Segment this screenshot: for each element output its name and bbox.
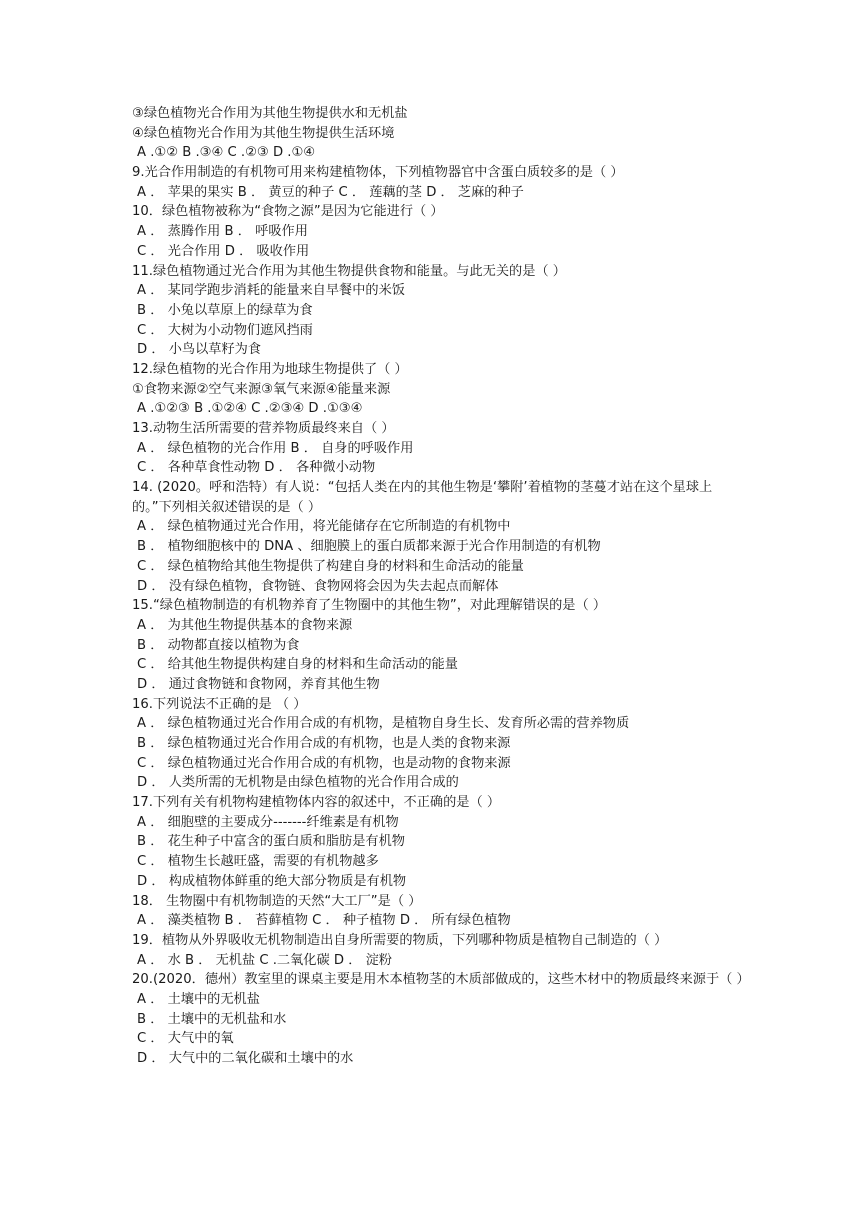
answer-option: C ． 大树为小动物们遮风挡雨 <box>137 322 313 338</box>
question-15: 15.“绿色植物制造的有机物养育了生物圈中的其他生物”，对此理解错误的是（ ） <box>132 598 607 614</box>
question-19: 19．植物从外界吸收无机物制造出自身所需要的物质，下列哪种物质是植物自己制造的（ ） <box>132 932 668 948</box>
answer-option: B ． 绿色植物通过光合作用合成的有机物，也是人类的食物来源 <box>137 736 511 752</box>
statement-line: ③绿色植物光合作用为其他生物提供水和无机盐 <box>132 106 408 121</box>
answer-option: B ． 动物都直接以植物为食 <box>137 637 300 653</box>
answer-option: D ． 没有绿色植物，食物链、食物网将会因为失去起点而解体 <box>137 578 499 594</box>
answer-option: B ． 花生种子中富含的蛋白质和脂肪是有机物 <box>137 834 405 850</box>
question-20: 20.(2020．德州）教室里的课桌主要是用木本植物茎的木质部做成的，这些木材中的物质最终来源于（ ） <box>132 972 750 988</box>
question-12: 12.绿色植物的光合作用为地球生物提供了（ ） <box>132 361 408 377</box>
question-11: 11.绿色植物通过光合作用为其他生物提供食物和能量。与此无关的是（ ） <box>132 263 566 279</box>
answer-option: D ． 通过食物链和食物网，养育其他生物 <box>137 676 380 692</box>
answer-option: C ． 给其他生物提供构建自身的材料和生命活动的能量 <box>137 657 458 673</box>
answer-options: A ． 苹果的果实 B ． 黄豆的种子 C ． 莲藕的茎 D ． 芝麻的种子 <box>137 184 524 200</box>
answer-option: B ． 植物细胞核中的 DNA 、细胞膜上的蛋白质都来源于光合作用制造的有机物 <box>137 539 601 555</box>
answer-options: C ． 各种草食性动物 D ． 各种微小动物 <box>137 460 376 476</box>
answer-option: B ． 土壤中的无机盐和水 <box>137 1011 287 1027</box>
answer-option: D ． 小鸟以草籽为食 <box>137 342 262 358</box>
answer-options: A .①②③ B .①②④ C .②③④ D .①③④ <box>137 401 363 417</box>
answer-option: C ． 大气中的氧 <box>137 1031 234 1047</box>
answer-options: A ． 水 B ． 无机盐 C .二氧化碳 D ． 淀粉 <box>137 952 392 968</box>
answer-option: A ． 土壤中的无机盐 <box>137 992 260 1007</box>
answer-options: C ． 光合作用 D ． 吸收作用 <box>137 243 310 259</box>
answer-option: A ． 为其他生物提供基本的食物来源 <box>137 617 353 633</box>
question-text-block <box>132 104 750 1069</box>
answer-options: A ． 藻类植物 B ． 苔藓植物 C ． 种子植物 D ． 所有绿色植物 <box>137 913 511 929</box>
statement-line: ①食物来源②空气来源③氧气来源④能量来源 <box>132 381 391 397</box>
question-14: 14. (2020。呼和浩特）有人说：“包括人类在内的其他生物是‘攀附’着植物的茎蔓才站在这个星球上的。”下列相关叙述错误的是（ ） <box>132 480 713 515</box>
answer-option: C ． 绿色植物通过光合作用合成的有机物，也是动物的食物来源 <box>137 755 511 771</box>
answer-option: A ． 某同学跑步消耗的能量来自早餐中的米饭 <box>137 283 405 299</box>
question-16: 16.下列说法不正确的是 （ ） <box>132 696 307 712</box>
answer-options: A .①② B .③④ C .②③ D .①④ <box>137 145 316 161</box>
answer-option: A ． 细胞壁的主要成分-------纤维素是有机物 <box>137 814 399 830</box>
answer-option: C ． 绿色植物给其他生物提供了构建自身的材料和生命活动的能量 <box>137 558 524 574</box>
answer-option: D ． 构成植物体鲜重的绝大部分物质是有机物 <box>137 873 407 889</box>
question-9: 9.光合作用制造的有机物可用来构建植物体，下列植物器官中含蛋白质较多的是（ ） <box>132 165 624 181</box>
answer-option: A ． 绿色植物通过光合作用合成的有机物，是植物自身生长、发育所必需的营养物质 <box>137 716 630 732</box>
question-17: 17.下列有关有机物构建植物体内容的叙述中，不正确的是（ ） <box>132 795 501 811</box>
answer-option: C ． 植物生长越旺盛，需要的有机物越多 <box>137 854 379 870</box>
answer-options: A ． 绿色植物的光合作用 B ． 自身的呼吸作用 <box>137 440 414 456</box>
statement-line: ④绿色植物光合作用为其他生物提供生活环境 <box>132 125 395 141</box>
question-13: 13.动物生活所需要的营养物质最终来自（ ） <box>132 421 395 436</box>
answer-option: D ． 人类所需的无机物是由绿色植物的光合作用合成的 <box>137 775 459 791</box>
question-10: 10．绿色植物被称为“食物之源”是因为它能进行（ ） <box>132 204 444 220</box>
answer-options: A ． 蒸腾作用 B ． 呼吸作用 <box>137 224 308 240</box>
question-18: 18． 生物圈中有机物制造的天然“大工厂”是（ ） <box>132 893 422 909</box>
answer-option: B ． 小兔以草原上的绿草为食 <box>137 302 313 318</box>
answer-option: D ． 大气中的二氧化碳和土壤中的水 <box>137 1051 354 1067</box>
answer-option: A ． 绿色植物通过光合作用，将光能储存在它所制造的有机物中 <box>137 519 511 535</box>
